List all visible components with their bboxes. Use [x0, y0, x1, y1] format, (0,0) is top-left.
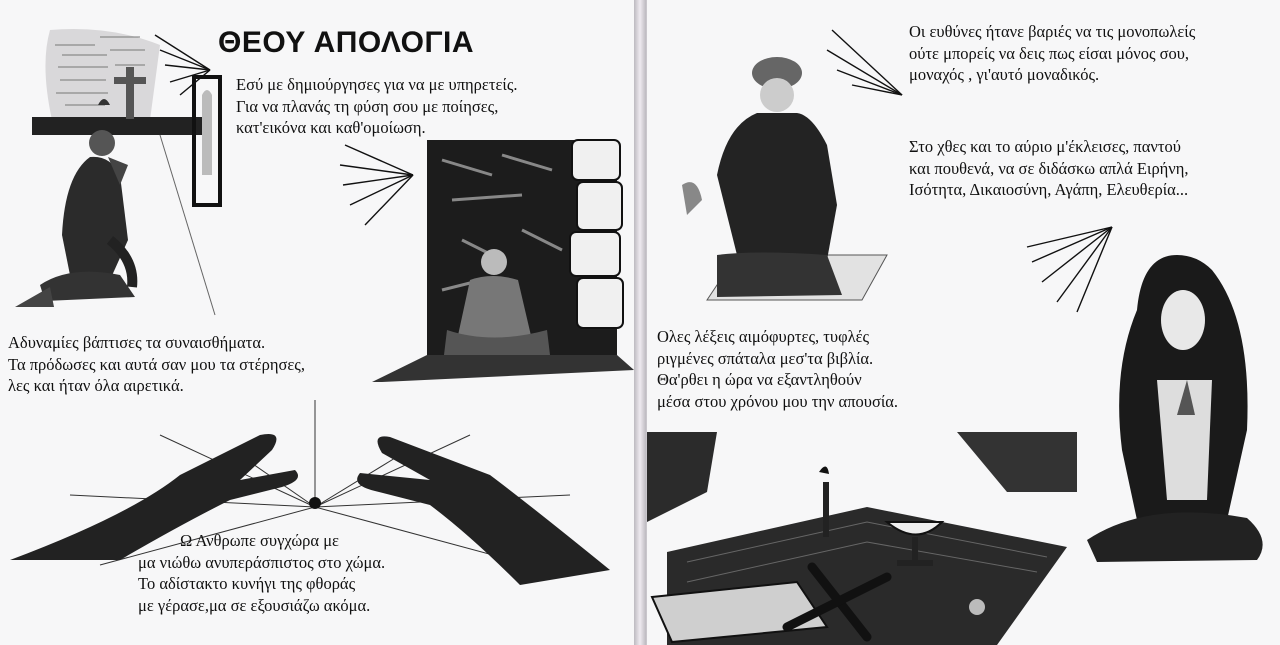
verse-block: [8, 332, 305, 397]
verse-line: Ισότητα, Δικαιοσύνη, Αγάπη, Ελευθερία...: [909, 180, 1189, 199]
right-page: [646, 0, 1280, 645]
verse-line: Οι ευθύνες ήτανε βαριές να τις μονοπωλείς: [909, 22, 1196, 41]
verse-block: [138, 530, 385, 616]
stone-cell-illustration: [372, 140, 634, 382]
verse-line: λες και ήταν όλα αιρετικά.: [8, 376, 184, 395]
verse-block: [909, 136, 1189, 201]
verse-line: Για να πλανάς τη φύση σου με ποίησες,: [236, 96, 499, 116]
verse-line: Τα πρόδωσες και αυτά σαν μου τα στέρησες,: [8, 354, 305, 374]
verse-line: Στο χθες και το αύριο μ'έκλεισες, παντού: [909, 137, 1181, 156]
sunburst-icon: [150, 30, 220, 100]
verse-line: κατ'εικόνα και καθ'ομοίωση.: [236, 118, 426, 137]
verse-block: [657, 326, 898, 412]
verse-line: μα νιώθω ανυπεράσπιστος στο χώμα.: [138, 552, 386, 572]
book-gutter: [634, 0, 646, 645]
verse-line: με γέρασε,μα σε εξουσιάζω ακόμα.: [138, 595, 371, 615]
verse-block: [236, 74, 518, 139]
verse-line: ριγμένες σπάταλα μεσ'τα βιβλία.: [657, 348, 874, 368]
verse-line: Εσύ με δημιούργησες για να με υπηρετείς.: [236, 75, 518, 94]
verse-line: Θα'ρθει η ώρα να εξαντληθούν: [657, 370, 862, 389]
verse-line: Το αδίστακτο κυνήγι της φθοράς: [138, 574, 356, 593]
praying-woman-illustration: [1087, 250, 1277, 570]
kneeling-man-illustration: [647, 55, 912, 307]
page-title: ΘΕΟΥ ΑΠΟΛΟΓΙΑ: [218, 26, 475, 59]
verse-line: μοναχός , γι'αυτό μοναδικός.: [909, 65, 1100, 84]
verse-block: [909, 21, 1195, 86]
verse-line: Αδυναμίες βάπτισες τα συναισθήματα.: [8, 333, 266, 352]
altar-illustration: [647, 432, 1077, 645]
verse-line: μέσα στου χρόνου μου την απουσία.: [657, 391, 899, 411]
verse-line: Ολες λέξεις αιμόφυρτες, τυφλές: [657, 327, 870, 346]
verse-line: Ω Ανθρωπε συγχώρα με: [180, 531, 339, 550]
left-page: [0, 0, 635, 645]
verse-line: και πουθενά, να σε διδάσκω απλά Ειρήνη,: [909, 158, 1189, 178]
verse-line: ούτε μπορείς να δεις πως είσαι μόνος σου,: [909, 43, 1190, 63]
